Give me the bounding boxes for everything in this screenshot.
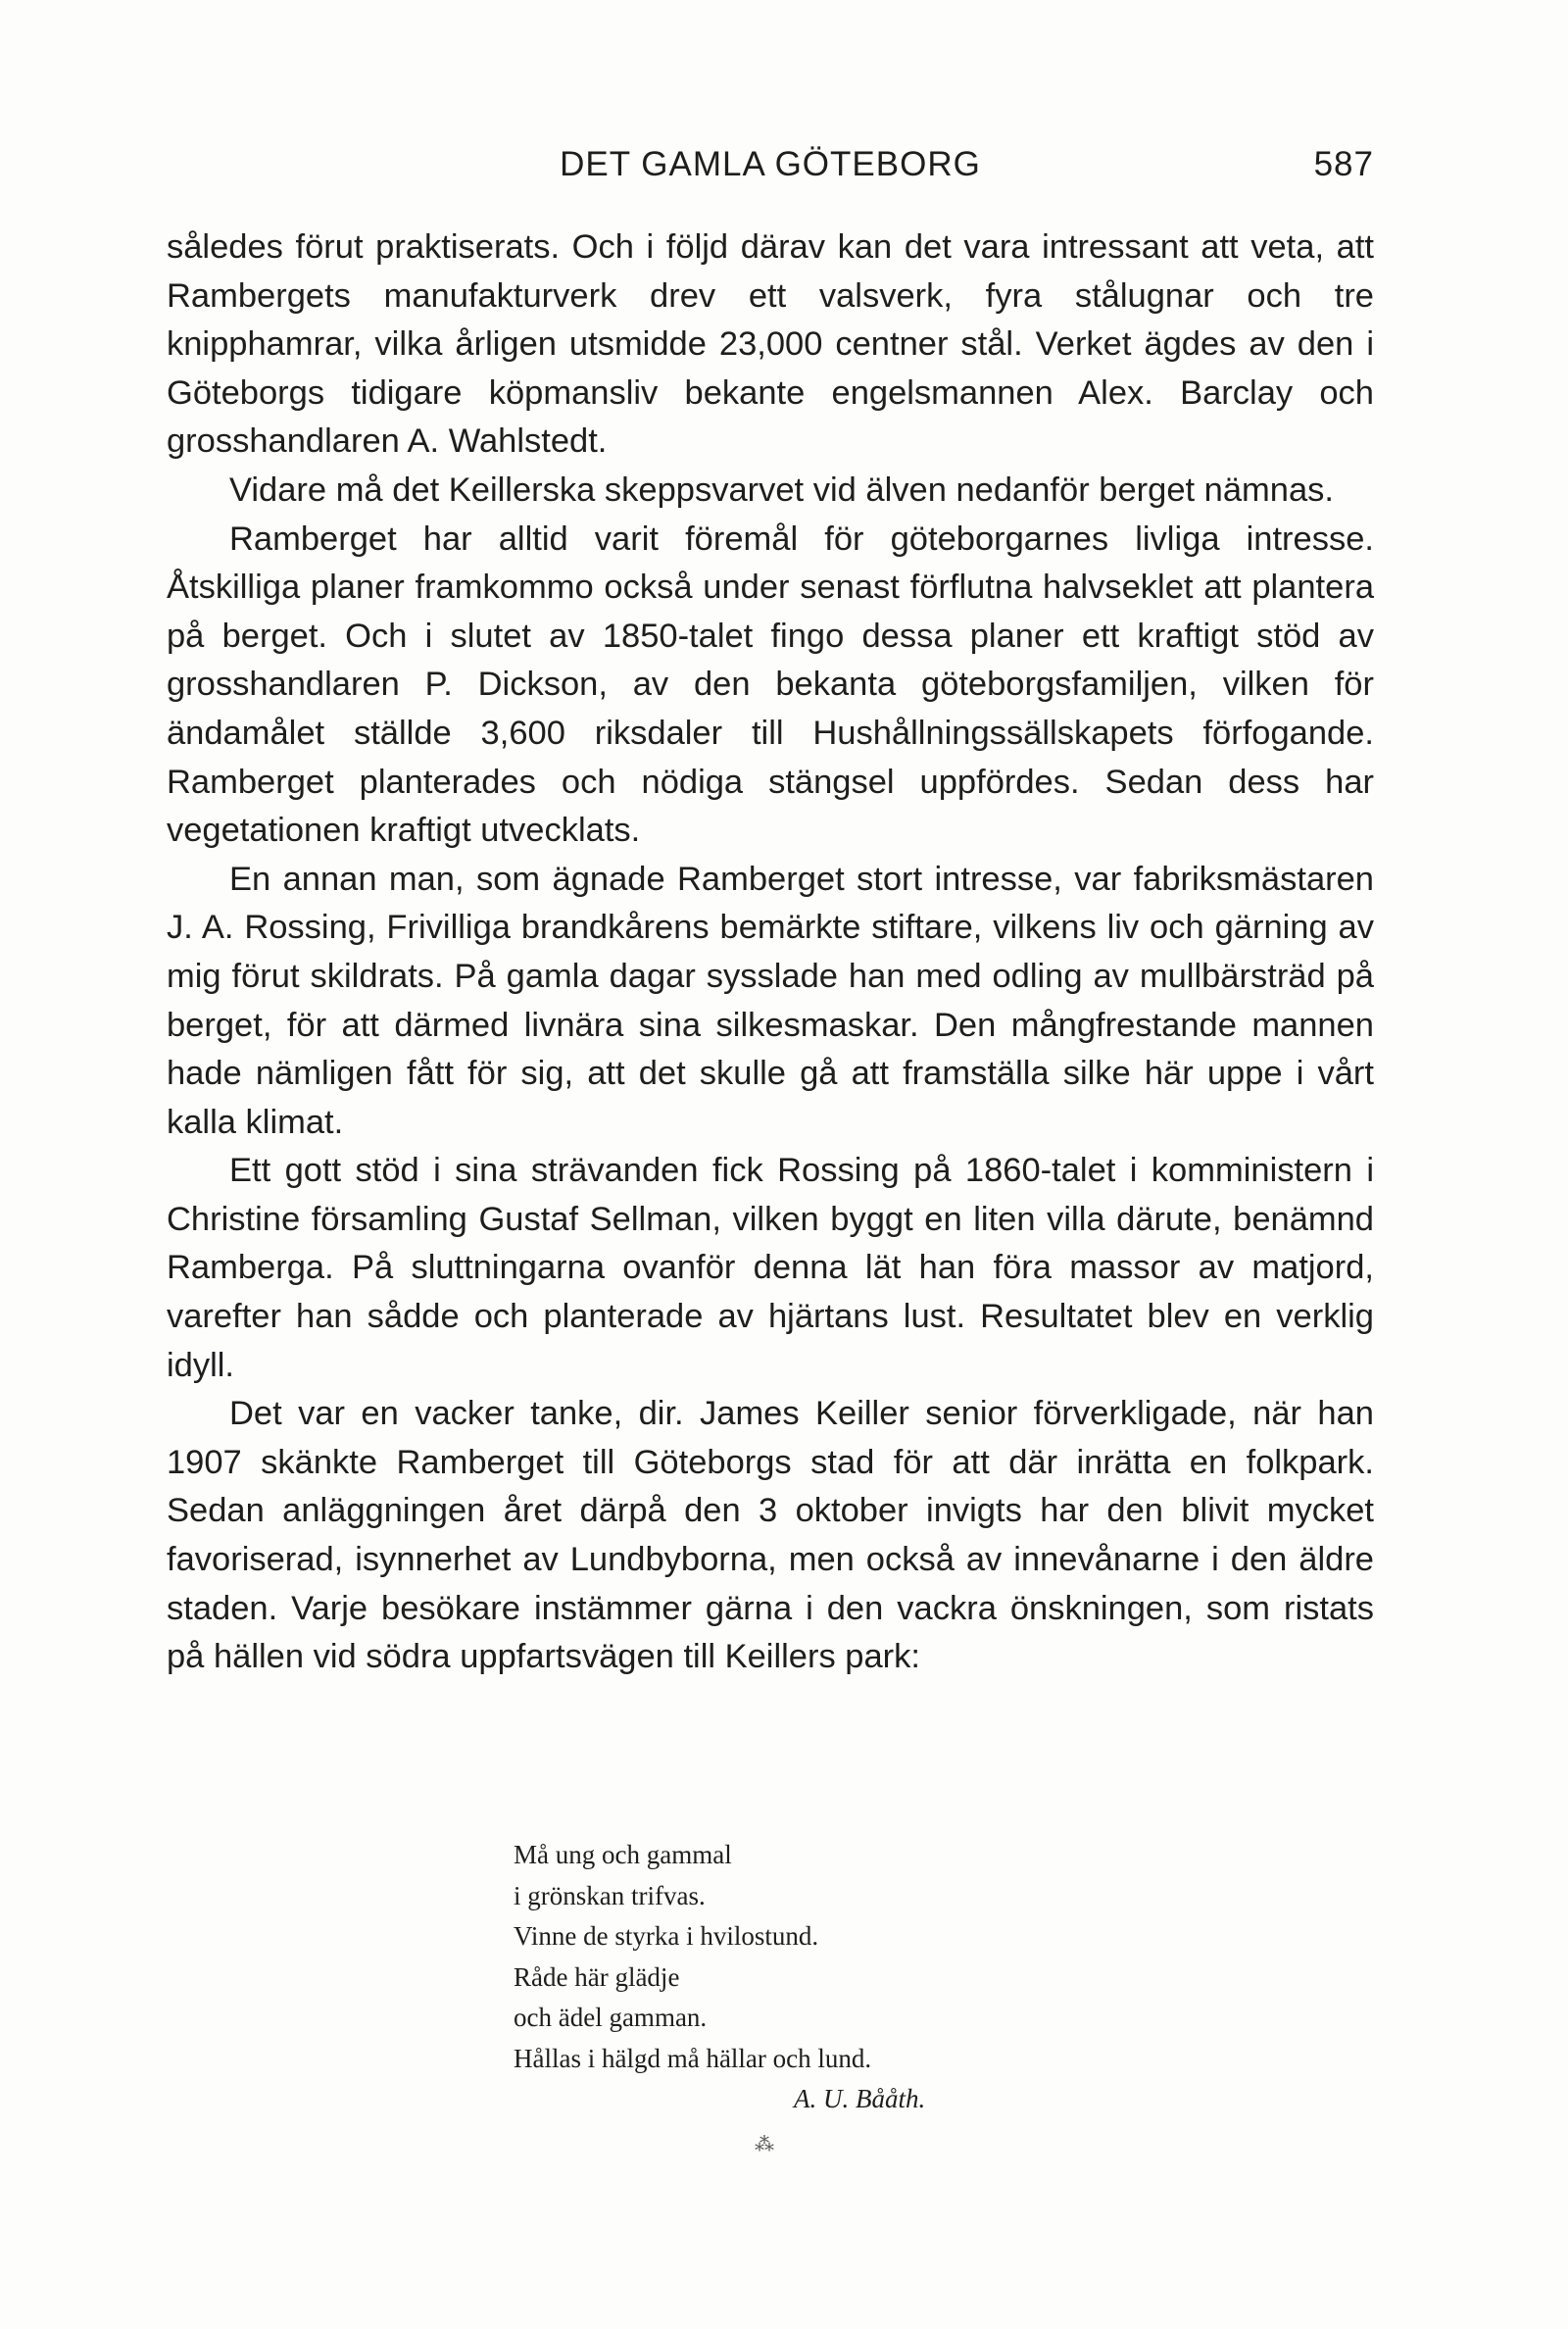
- poem-line: i grönskan trifvas.: [514, 1880, 706, 1910]
- running-header: [167, 145, 1374, 200]
- page-number: 587: [1313, 145, 1374, 183]
- paragraph: Det var en vacker tanke, dir. James Keiller senior förverkligade, när han 1907 skänkte Ramberget till Göteborgs stad för att där inrätta en folkpark. Sedan anläggningen året därpå den 3 oktober invigts har den blivit mycket favoriserad, isynnerhet av Lundbyborna, men också av innevånarne i den äldre staden. Varje besökare instämmer gärna i den vackra önskningen, som ristats på hällen vid södra uppfartsvägen till Keillers park:: [167, 1395, 1374, 1676]
- paragraph: således förut praktiserats. Och i följd därav kan det vara intressant att veta, att Rambergets manufakturverk drev ett valsverk, fyra stålugnar och tre knipphamrar, vilka årligen utsmidde 23,000 centner stål. Verket ägdes av den i Göteborgs tidigare köpmansliv bekante engelsmannen Alex. Barclay och grosshandlaren A. Wahlstedt.: [167, 228, 1374, 461]
- poem-line: Vinne de styrka i hvilostund.: [514, 1921, 819, 1951]
- poem-line: och ädel gamman.: [514, 2003, 708, 2032]
- running-title: DET GAMLA GÖTEBORG: [560, 145, 981, 183]
- poem-author: A. U. Bååth.: [794, 2084, 926, 2113]
- body-text: [167, 223, 1374, 1682]
- paragraph: Vidare må det Keillerska skeppsvarvet vid älven nedanför berget nämnas.: [229, 471, 1334, 509]
- paragraph: Ett gott stöd i sina strävanden fick Rossing på 1860-talet i komministern i Christine församling Gustaf Sellman, vilken byggt en liten villa därute, benämnd Ramberga. På sluttningarna ovanför denna lät han föra massor av matjord, varefter han sådde och planterade av hjärtans lust. Resultatet blev en verklig idyll.: [167, 1152, 1374, 1384]
- section-ornament: ⁂: [755, 2134, 774, 2156]
- poem-line: Råde här glädje: [514, 1961, 680, 1992]
- paragraph: En annan man, som ägnade Ramberget stort intresse, var fabriksmästaren J. A. Rossing, Frivilliga brandkårens bemärkte stiftare, vilkens liv och gärning av mig förut skildrats. På gamla dagar sysslade han med odling av mullbärsträd på berget, för att därmed livnära sina silkesmaskar. Den mångfrestande mannen hade nämligen fått för sig, att det skulle gå att framställa silke här uppe i vårt kalla klimat.: [167, 860, 1374, 1141]
- poem-inscription: [514, 1835, 925, 2120]
- poem-line: Må ung och gammal: [514, 1840, 732, 1869]
- poem-line: Hållas i hälgd må hällar och lund.: [514, 2043, 872, 2073]
- paragraph: Ramberget har alltid varit föremål för göteborgarnes livliga intresse. Åtskilliga planer framkommo också under senast förflutna halvseklet att plantera på berget. Och i slutet av 1850-talet fingo dessa planer ett kraftigt stöd av grosshandlaren P. Dickson, av den bekanta göteborgsfamiljen, vilken för ändamålet ställde 3,600 riksdaler till Hushållningssällskapets förfogande. Ramberget planterades och nödiga stängsel uppfördes. Sedan dess har vegetationen kraftigt utvecklats.: [167, 520, 1374, 850]
